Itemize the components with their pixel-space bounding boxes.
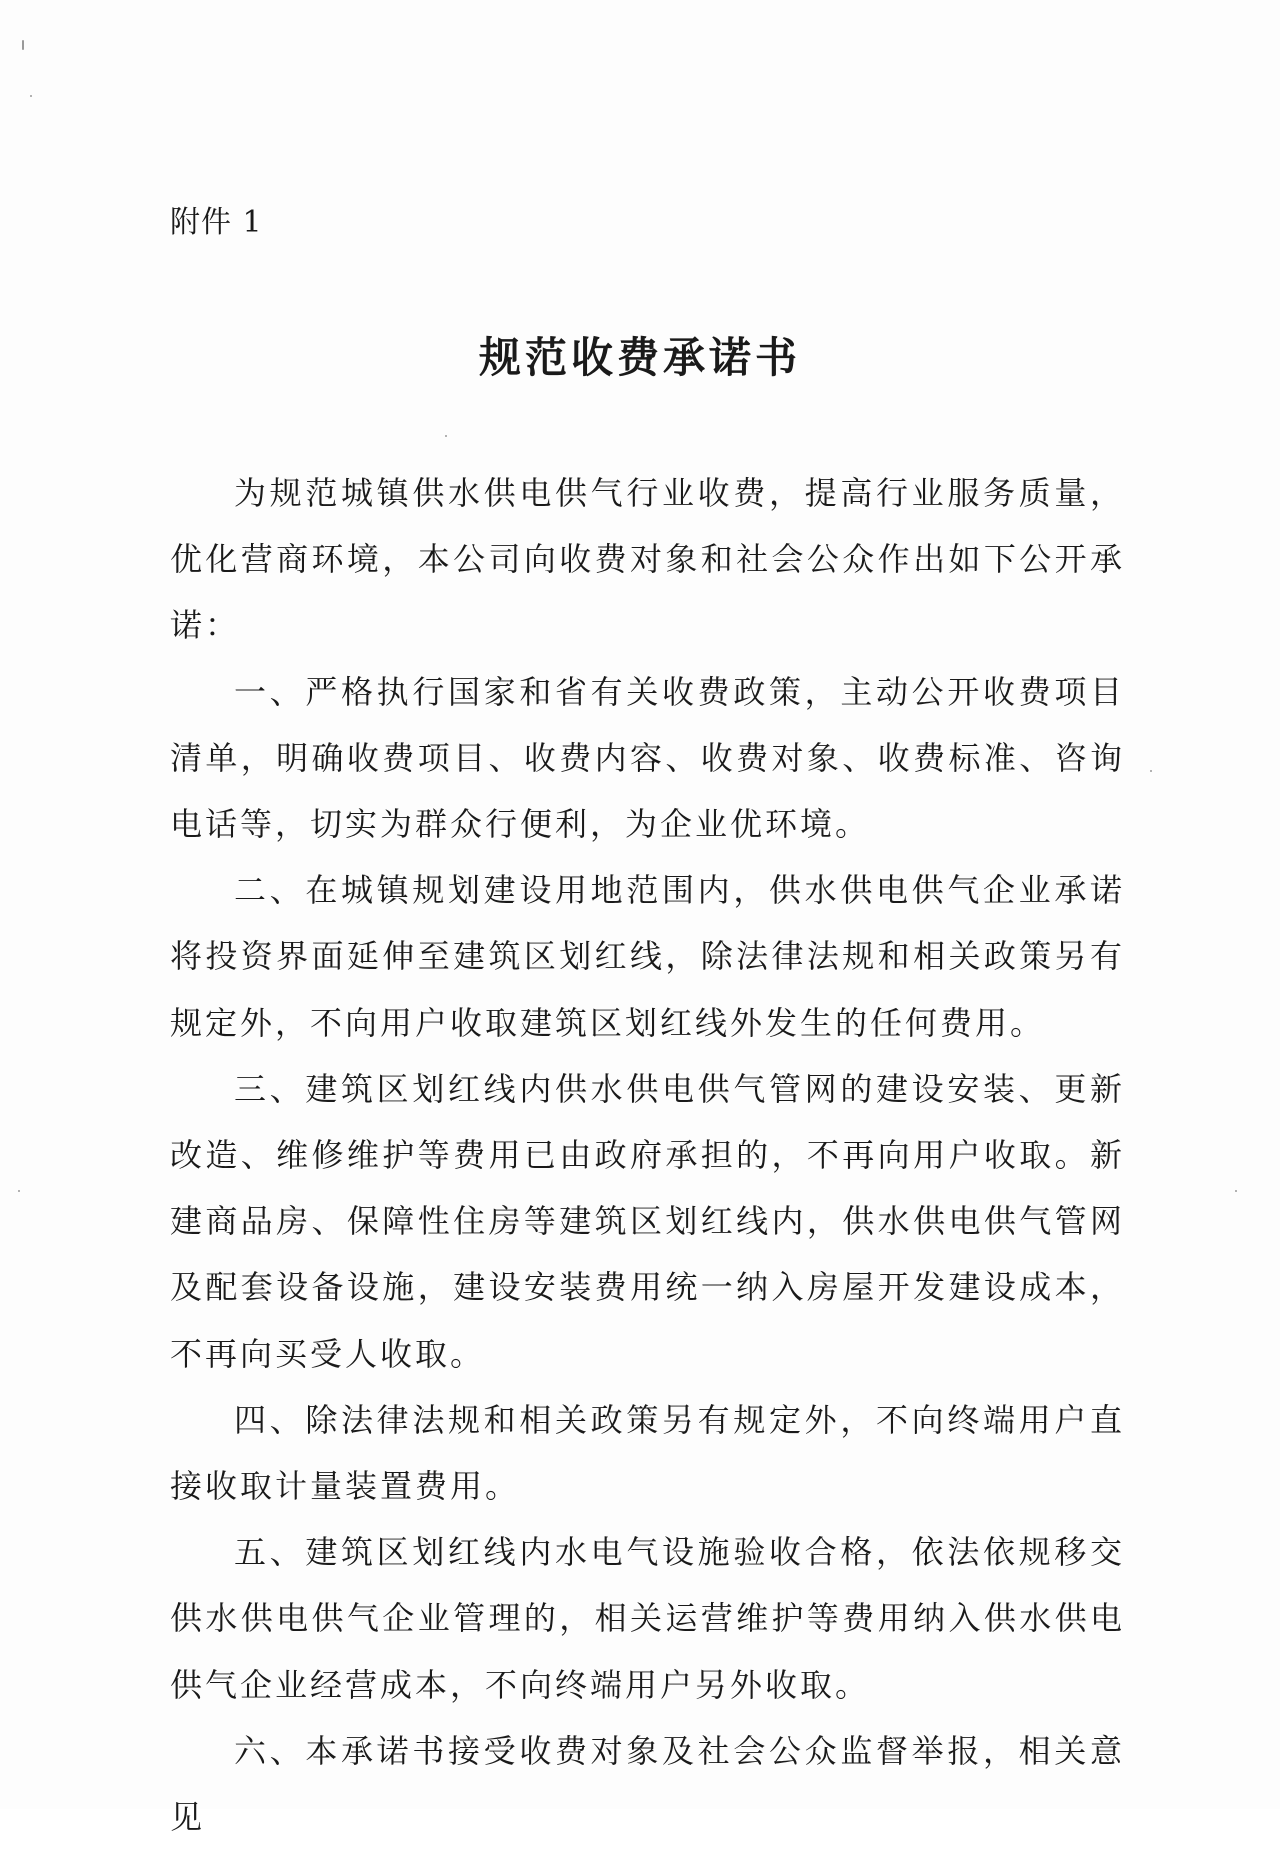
scan-speck: [1150, 770, 1152, 772]
document-title: 规范收费承诺书: [478, 333, 801, 382]
attachment-label: 附件 1: [170, 205, 263, 240]
scan-speck: [22, 40, 24, 50]
document-body: [170, 460, 1125, 1850]
intro-paragraph: 为规范城镇供水供电供气行业收费，提高行业服务质量，优化营商环境，本公司向收费对象和社会公众作出如下公开承诺：: [170, 474, 1125, 645]
commitment-2-paragraph: 二、在城镇规划建设用地范围内，供水供电供气企业承诺将投资界面延伸至建筑区划红线，除法律法规和相关政策另有规定外，不向用户收取建筑区划红线外发生的任何费用。: [170, 871, 1125, 1042]
scan-speck: [30, 95, 32, 97]
commitment-5-paragraph: 五、建筑区划红线内水电气设施验收合格，依法依规移交供水供电供气企业管理的，相关运营维护等费用纳入供水供电供气企业经营成本，不向终端用户另外收取。: [170, 1533, 1125, 1704]
commitment-4-paragraph: 四、除法律法规和相关政策另有规定外，不向终端用户直接收取计量装置费用。: [170, 1400, 1125, 1506]
scan-speck: [445, 435, 447, 437]
commitment-3-paragraph: 三、建筑区划红线内供水供电供气管网的建设安装、更新改造、维修维护等费用已由政府承担的，不再向用户收取。新建商品房、保障性住房等建筑区划红线内，供水供电供气管网及配套设备设施，建设安装费用统一纳入房屋开发建设成本，不再向买受人收取。: [170, 1069, 1125, 1373]
commitment-6-paragraph: 六、本承诺书接受收费对象及社会公众监督举报，相关意见: [170, 1731, 1125, 1837]
scan-speck: [18, 1190, 20, 1192]
commitment-1-paragraph: 一、严格执行国家和省有关收费政策，主动公开收费项目清单，明确收费项目、收费内容、收费对象、收费标准、咨询电话等，切实为群众行便利，为企业优环境。: [170, 672, 1125, 844]
scan-speck: [1235, 1190, 1237, 1192]
